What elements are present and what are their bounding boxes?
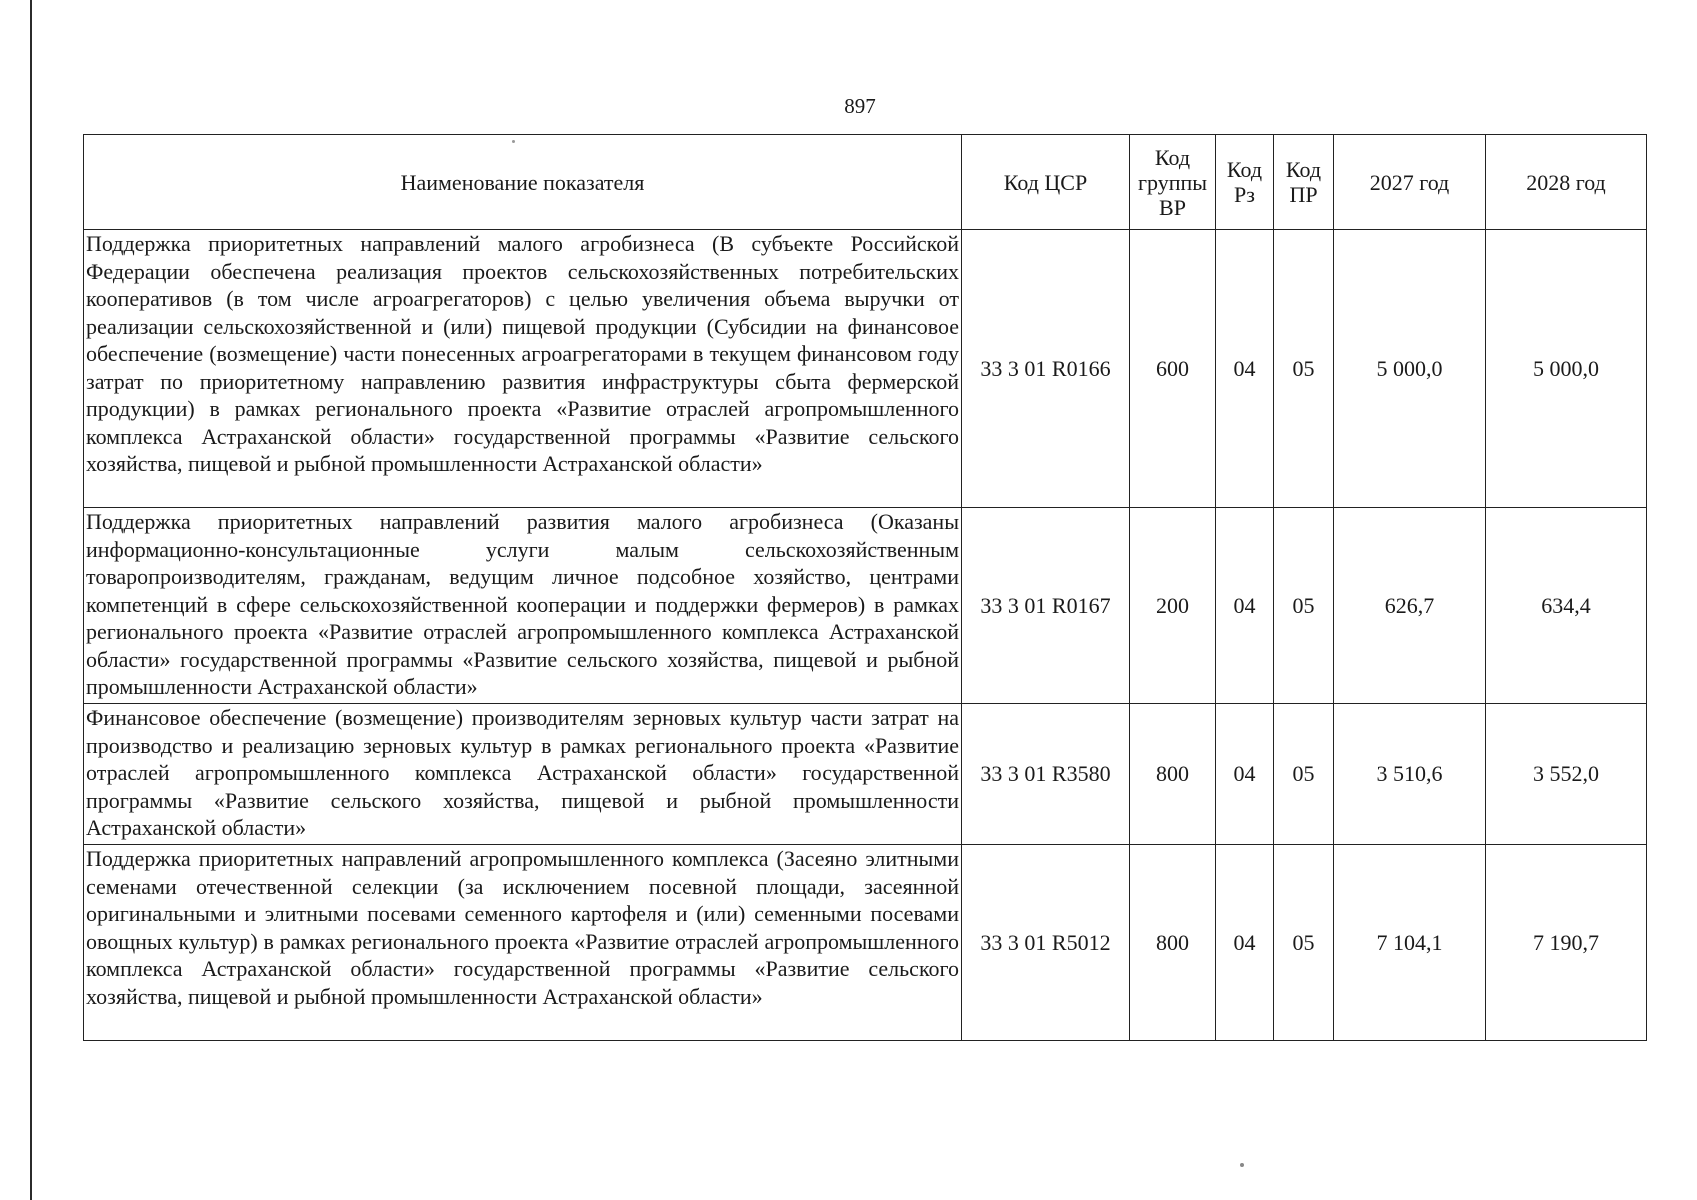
row-csr-code: 33 3 01 R0167 [962,508,1130,704]
row-amount-2027: 5 000,0 [1334,230,1486,508]
row-pr-code: 05 [1274,704,1334,845]
row-rz-code: 04 [1216,230,1274,508]
row-vr-code: 800 [1130,845,1216,1041]
row-vr-code: 800 [1130,704,1216,845]
row-name: Поддержка приоритетных направлений развития малого агробизнеса (Оказаны информационно-консультационные услуги малым сельскохозяйственным товаропроизводителям, гражданам, ведущим личное подсобное хозяйство, центрами компетенций в сфере сельскохозяйственной кооперации и поддержки фермеров) в рамках регионального проекта «Развитие отраслей агропромышленного комплекса Астраханской области» государственной программы «Развитие сельского хозяйства, пищевой и рыбной промышленности Астраханской области» [84,508,962,704]
row-name: Поддержка приоритетных направлений агропромышленного комплекса (Засеяно элитными семенами отечественной селекции (за исключением посевной площади, засеянной оригинальными и элитными посевами семенного картофеля и (или) семенными посевами овощных культур) в рамках регионального проекта «Развитие отраслей агропромышленного комплекса Астраханской области» государственной программы «Развитие сельского хозяйства, пищевой и рыбной промышленности Астраханской области» [84,845,962,1041]
row-name: Финансовое обеспечение (возмещение) производителям зерновых культур части затрат на производство и реализацию зерновых культур в рамках регионального проекта «Развитие отраслей агропромышленного комплекса Астраханской области» государственной программы «Развитие сельского хозяйства, пищевой и рыбной промышленности Астраханской области» [84,704,962,845]
scan-speck [1240,1163,1244,1167]
row-amount-2027: 626,7 [1334,508,1486,704]
row-vr-code: 600 [1130,230,1216,508]
header-rz-code: Код Рз [1216,135,1274,230]
row-pr-code: 05 [1274,508,1334,704]
table-row [84,230,1647,508]
header-pr-code: Код ПР [1274,135,1334,230]
row-amount-2027: 3 510,6 [1334,704,1486,845]
row-name: Поддержка приоритетных направлений малого агробизнеса (В субъекте Российской Федерации обеспечена реализация проектов сельскохозяйственных потребительских кооперативов (в том числе агроагрегаторов) с целью увеличения объема выручки от реализации сельскохозяйственной и (или) пищевой продукции (Субсидии на финансовое обеспечение (возмещение) части понесенных агроагрегаторами в текущем финансовом году затрат по приоритетному направлению развития инфраструктуры сбыта фермерской продукции) в рамках регионального проекта «Развитие отраслей агропромышленного комплекса Астраханской области» государственной программы «Развитие сельского хозяйства, пищевой и рыбной промышленности Астраханской области» [84,230,962,508]
row-rz-code: 04 [1216,704,1274,845]
header-year-2027: 2027 год [1334,135,1486,230]
row-amount-2028: 634,4 [1486,508,1647,704]
table-header-row [84,135,1647,230]
row-pr-code: 05 [1274,845,1334,1041]
table-row [84,845,1647,1041]
row-vr-code: 200 [1130,508,1216,704]
header-vr-code: Код группы ВР [1130,135,1216,230]
scan-speck [512,140,515,143]
row-pr-code: 05 [1274,230,1334,508]
header-csr-code: Код ЦСР [962,135,1130,230]
header-year-2028: 2028 год [1486,135,1647,230]
budget-table [83,134,1647,1041]
page-number: 897 [844,94,876,118]
row-amount-2028: 7 190,7 [1486,845,1647,1041]
row-amount-2028: 3 552,0 [1486,704,1647,845]
row-rz-code: 04 [1216,845,1274,1041]
row-amount-2027: 7 104,1 [1334,845,1486,1041]
row-csr-code: 33 3 01 R0166 [962,230,1130,508]
row-amount-2028: 5 000,0 [1486,230,1647,508]
table-row [84,704,1647,845]
row-csr-code: 33 3 01 R3580 [962,704,1130,845]
table-row [84,508,1647,704]
header-name: Наименование показателя [84,135,962,230]
binding-edge-line [30,0,32,1200]
row-rz-code: 04 [1216,508,1274,704]
row-csr-code: 33 3 01 R5012 [962,845,1130,1041]
